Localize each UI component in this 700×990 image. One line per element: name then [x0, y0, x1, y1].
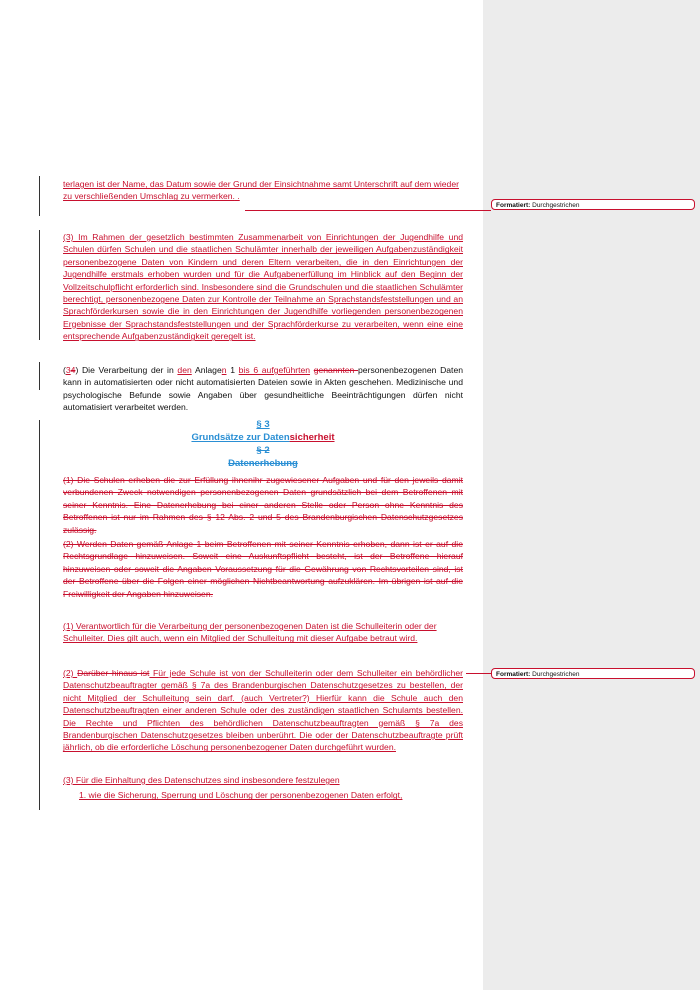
comment-balloon[interactable] [491, 668, 695, 679]
deleted-text: 4 [70, 365, 76, 375]
deleted-section-title: Datenerhebung [228, 458, 298, 469]
comment-label: Formatiert: [496, 671, 531, 678]
inserted-text: (3) Im Rahmen der gesetzlich bestimmten Zusammenarbeit von Einrichtungen der Jugendhilfe und Schulen dürfen Schulen und die staatlichen Schulämter innerhalb der jeweiligen Aufgabenzuständigkeit personenbezogene Daten von Kindern und deren Eltern verarbeiten, die in den Einrichtungen der Jugendhilfe erstmals erhoben wurden und für die Aufgabenerfüllung im Hinblick auf den Beginn der Vollzeitschulpflicht erforderlich sind. Insbesondere sind die Grundschulen und die staatlichen Schulämter berechtigt, personenbezogene Daten zur Kontrolle der Teilnahme an Sprachstandsfeststellungen und an Sprachförderkursen sowie die in den Einrichtungen der Jugendhilfe vorliegenden personenbezogenen Ergebnisse der Sprachstandsfeststellungen und der Sprachförderkurse zu verarbeiten, wenn eine eine entsprechende Aufgabenzuständigkeit geregelt ist. [63, 232, 463, 342]
comment-leader-line [245, 210, 491, 211]
change-bar [39, 230, 40, 340]
text: ( [63, 365, 66, 375]
inserted-text: Für jede Schule ist von der Schulleiterin oder dem Schulleiter ein behördlicher Datenschutzbeauftragter gemäß § 7a des Brandenburgischen Datenschutzgesetzes zu bestellen, der nicht Mitglied der Schulleitung sein darf. (auch Vertreter?) Hierfür kann die Schule auch den Datenschutzbeauftragten einer anderen Schule oder des zuständigen staatlichen Schulamts bestellen. Die Rechte und Pflichten des behördlichen Datenschutzbeauftragten gemäß § 7a des Brandenburgischen Datenschutzgesetzes bleiben unberührt. Die oder der Datenschutzbeauftragte prüft jährlich, ob die erforderliche Löschung personenbezogener Daten durchgeführt wurden. [63, 668, 463, 753]
inserted-text: (3) Für die Einhaltung des Datenschutzes sind insbesondere festzulegen [63, 775, 340, 785]
inserted-text: (2) [63, 668, 78, 678]
text: ) Die Verarbeitung der in [75, 365, 178, 375]
comment-leader-line [466, 673, 491, 674]
inserted-text: 3 [65, 365, 71, 375]
text: Anlage [191, 365, 222, 375]
paragraph-verantwortlich [63, 620, 463, 645]
change-bar [39, 420, 40, 810]
comment-balloon[interactable] [491, 199, 695, 210]
deleted-text: genannten [313, 365, 359, 375]
inserted-text: bis 6 aufgeführten [238, 365, 311, 375]
section-number: § 3 [256, 419, 270, 430]
paragraph-continuation: terlagen ist der Name, das Datum sowie der Grund der Einsichtnahme samt Unterschrift auf dem wieder zu verschließenden Umschlag zu vermerken. . [63, 178, 463, 203]
text: personenbezogenen Daten kann in automatisierten oder nicht automatisierten Dateien sowie in Akten geschehen. Medizinische und psychologische Befunde sowie Angaben über gesundheitliche Beeinträchtigungen dürfen nicht automatisiert verarbeitet werden. [63, 365, 464, 413]
change-bar [39, 362, 40, 390]
paragraph-einhaltung [63, 774, 463, 802]
deleted-text: (1) Die Schulen erheben die zur Erfüllung ihnenihr zugewiesener Aufgaben und für den jeweils damit verbundenen Zweck notwendigen personenbezogenen Daten grundsätzlich bei dem Betroffenen mit seiner Kenntnis. Eine Datenerhebung bei einer anderen Stelle oder Person ohne Kenntnis des Betroffenen ist nur im Rahmen des § 12 Abs. 2 und 5 des Brandenburgischen Datenschutzgesetzes zulässig. [63, 475, 463, 535]
paragraph-verarbeitung [63, 364, 463, 414]
paragraph-3-jugendhilfe [63, 231, 463, 343]
list-item: 1. wie die Sicherung, Sperrung und Löschung der personenbezogenen Daten erfolgt, [79, 790, 403, 801]
section-title-inserted: sicherheit [289, 432, 335, 443]
paragraph-datenschutzbeauftragter [63, 667, 463, 754]
deleted-paragraph-2 [63, 538, 463, 600]
comment-text: Durchgestrichen [532, 671, 580, 678]
deleted-text: Darüber hinaus ist [77, 668, 150, 678]
deleted-paragraph-1 [63, 474, 463, 536]
section-title: Grundsätze zur Daten [191, 432, 290, 443]
deleted-text: (2) Werden Daten gemäß Anlage 1 beim Betroffenen mit seiner Kenntnis erhoben, dann ist er auf die Rechtsgrundlage hinzuweisen. Soweit eine Auskunftspflicht besteht, ist der Betroffene hierauf hinzuweisen oder soweit die Angaben Voraussetzung für die Gewährung von Rechtsvorteilen sind, ist der Betroffene über die Folgen einer möglichen Nichtbeantwortung aufzuklären. Im übrigen ist auf die Freiwilligkeit der Angaben hinzuweisen. [63, 539, 463, 599]
change-bar [39, 176, 40, 216]
section-heading [63, 418, 463, 470]
inserted-text: n [221, 365, 227, 375]
inserted-text: (1) Verantwortlich für die Verarbeitung der personenbezogenen Daten ist die Schulleiterin oder der Schulleiter. Dies gilt auch, wenn ein Mitglied der Schulleitung mit dieser Aufgabe betraut wird. [63, 621, 437, 644]
comment-text: Durchgestrichen [532, 202, 580, 209]
inserted-text: den [177, 365, 192, 375]
text: 1 [226, 365, 239, 375]
text-line: zu verschließenden Umschlag zu vermerken. [63, 191, 235, 202]
deleted-section-number: § 2 [256, 445, 270, 456]
comment-margin [483, 0, 700, 990]
text-line: terlagen ist der Name, das Datum sowie der Grund der Einsichtnahme samt Unterschrift auf dem wieder [63, 179, 459, 189]
comment-label: Formatiert: [496, 202, 531, 209]
